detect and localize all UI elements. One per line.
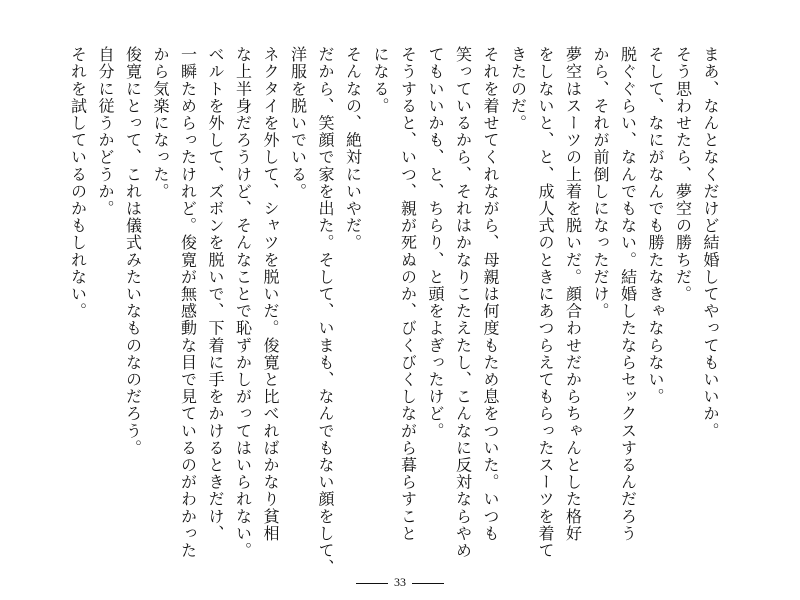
text-line: それを着せてくれながら、母親は何度もため息をついた。いつも [481,46,500,542]
folio-rule-right [412,583,444,584]
folio-rule-left [356,583,388,584]
text-line: だから、笑顔で家を出た。そして、いまも、なんでもない顔をして、 [316,46,335,577]
text-line: そんなの、絶対にいやだ。 [343,46,363,252]
text-line: 自分に従うかどうか。 [96,46,115,217]
text-line: それを試しているのかもしれない。 [68,46,88,320]
text-line: そうすると、いつ、親が死ぬのか、びくびくしながら暮らすこと [398,46,418,542]
page-footer [0,574,800,590]
text-line: な上半身だろうけど、そんなことで恥ずかしがってはいられない。 [233,46,253,559]
text-line: きたのだ。 [508,46,528,132]
text-line: そして、なにがなんでも勝たなきゃならない。 [646,46,665,406]
text-line: 洋服を脱いでいる。 [288,46,308,200]
text-line: になる。 [371,46,390,115]
text-line: ネクタイを外して、シャツを脱いだ。俊寛と比べればかなり貧相 [261,46,280,542]
text-line: をしないと、と、成人式のときにあつらえてもらったスーツを着て [536,46,555,559]
text-line: から、それが前倒しになっただけ。 [591,46,610,320]
text-line: から気楽になった。 [151,46,170,200]
text-line: 笑っているから、それはかなりこたえたし、こんなに反対ならやめ [453,46,473,559]
text-line: 夢空はスーツの上着を脱いだ。顔合わせだからちゃんとした格好 [563,46,583,542]
text-line: 脱ぐぐらい、なんでもない。結婚したならセックスするんだろう [618,46,638,542]
vertical-body-text [64,46,724,577]
text-line: そう思わせたら、夢空の勝ちだ。 [673,46,693,303]
text-line: 一瞬ためらったけれど。俊寛が無感動な目で見ているのがわかった [178,46,198,559]
text-line: まあ、なんとなくだけど結婚してやってもいいか。 [701,46,720,440]
text-line: ベルトを外して、ズボンを脱いで、下着に手をかけるときだけ、 [206,46,225,542]
text-line: 俊寛にとって、これは儀式みたいなものなのだろう。 [123,46,143,457]
text-line: てもいいかも、と、ちらり、と頭をよぎったけど。 [426,46,445,440]
page-number: 33 [394,575,406,589]
